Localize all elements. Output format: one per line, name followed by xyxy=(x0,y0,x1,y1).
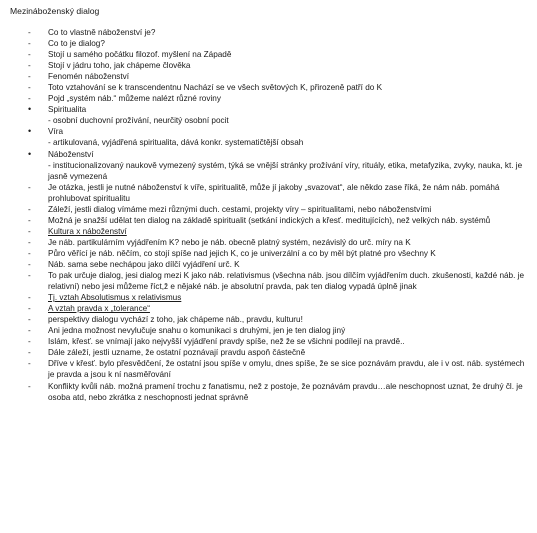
dash-marker: - xyxy=(28,72,31,82)
item-text: Toto vztahování se k transcendentnu Nachází se ve všech světových K, přirozeně patří do K xyxy=(48,83,383,93)
list-item xyxy=(0,303,537,314)
dash-marker: - xyxy=(28,83,31,93)
bullet-heading xyxy=(0,149,537,160)
item-text: Víra xyxy=(48,127,64,137)
item-text: - osobní duchovní prožívání, neurčitý osobní pocit xyxy=(48,116,229,126)
list-item xyxy=(0,381,537,403)
list-item xyxy=(0,182,537,204)
dash-marker: - xyxy=(28,293,31,303)
dash-marker: - xyxy=(28,315,31,325)
dash-marker: - xyxy=(28,337,31,347)
dash-marker: - xyxy=(28,259,31,269)
dash-marker: - xyxy=(28,381,31,391)
item-text: Stojí u samého počátku filozof. myšlení na Západě xyxy=(48,50,232,60)
list-item xyxy=(0,49,537,60)
dash-marker: - xyxy=(28,28,31,37)
item-text: Náboženství xyxy=(48,149,94,159)
item-text: Záleží, jestli dialog vímáme mezi různými duch. cestami, projekty víry – spiritualitami, nebo náboženstvími xyxy=(48,204,432,214)
item-text: Dále záleží, jestli uzname, že ostatní poznávají pravdu aspoň částečně xyxy=(48,348,306,358)
bullet-marker: • xyxy=(28,148,32,159)
item-text: Možná je snažší udělat ten dialog na základě spiritualit (setkání indických a křesť. meditujících), než velkých náb. systémů xyxy=(48,215,491,225)
dash-marker: - xyxy=(28,215,31,225)
item-text: - artikulovaná, vyjádřená spiritualita, dává konkr. systematičtější obsah xyxy=(48,138,304,148)
list-item xyxy=(0,93,537,104)
dash-marker: - xyxy=(28,39,31,49)
list-item xyxy=(0,226,537,237)
list-item xyxy=(0,27,537,38)
dash-marker: - xyxy=(28,94,31,104)
sub-description xyxy=(0,160,537,182)
list-item xyxy=(0,204,537,215)
list-item xyxy=(0,248,537,259)
dash-marker: - xyxy=(28,248,31,258)
dash-marker: - xyxy=(28,348,31,358)
dash-marker: - xyxy=(28,182,31,192)
list-item xyxy=(0,270,537,292)
item-text: Je náb. partikulárním vyjádřením K? nebo je náb. obecně platný systém, nezávislý do urč. míry na K xyxy=(48,237,411,247)
sub-description xyxy=(0,115,537,126)
dash-marker: - xyxy=(28,237,31,247)
bullet-heading xyxy=(0,126,537,137)
list-item xyxy=(0,237,537,248)
list-item xyxy=(0,325,537,336)
notes-list xyxy=(0,27,537,403)
bullet-marker: • xyxy=(28,104,32,115)
item-text: Tj. vztah Absolutismus x relativismus xyxy=(48,293,182,303)
dash-marker: - xyxy=(28,271,31,281)
dash-marker: - xyxy=(28,359,31,369)
list-item xyxy=(0,358,537,380)
list-item xyxy=(0,82,537,93)
bullet-marker: • xyxy=(28,126,32,137)
item-text: Je otázka, jestli je nutné náboženství k víře, spiritualitě, může jí jakoby „svazovat“, ale někdo zase říká, že nám náb. pomáhá prohlubovat spiritualitu xyxy=(48,182,500,203)
dash-marker: - xyxy=(28,326,31,336)
item-text: A vztah pravda x „tolerance“ xyxy=(48,304,150,314)
item-text: Fenomén náboženství xyxy=(48,72,130,82)
item-text: - institucionalizovaný naukově vymezený systém, týká se vnější stránky prožívání víry, rituály, etika, metafyzika, zvyky, nauka, kt. je jasně vymezená xyxy=(48,160,523,181)
item-text: Půro věřící je náb. něčím, co stojí spíše nad jejich K, co je univerzální a co by měl být platné pro všechny K xyxy=(48,248,436,258)
item-text: perspektivy dialogu vychází z toho, jak chápeme náb., pravdu, kulturu! xyxy=(48,315,303,325)
item-text: Konflikty kvůli náb. možná pramení trochu z fanatismu, než z postoje, že poznávám pravdu…ale neschopnost uznat, že druhý čl. je osoba atd, nebo zkrátka z neschopnosti jednat správně xyxy=(48,381,523,402)
list-item xyxy=(0,259,537,270)
list-item xyxy=(0,336,537,347)
list-item xyxy=(0,347,537,358)
item-text: Co to vlastně náboženství je? xyxy=(48,28,156,37)
dash-marker: - xyxy=(28,50,31,60)
dash-marker: - xyxy=(28,304,31,314)
sub-description xyxy=(0,137,537,148)
item-text: Islám, křesť. se vnímají jako nejvyšší vyjádření pravdy spíše, než že se všichni podílejí na pravdě.. xyxy=(48,337,405,347)
list-item xyxy=(0,71,537,82)
item-text: Náb. sama sebe nechápou jako dílčí vyjádření urč. K xyxy=(48,259,240,269)
list-item xyxy=(0,314,537,325)
document-title: Mezináboženský dialog xyxy=(10,6,100,16)
bullet-heading xyxy=(0,104,537,115)
item-text: Dříve v křesť. bylo přesvědčení, že ostatní jsou spíše v omylu, dnes spíše, že se sice poznávám pravdu, ale i v ost. náb. systémech je pravda a jsou k ní nasměřování xyxy=(48,359,525,380)
list-item xyxy=(0,38,537,49)
dash-marker: - xyxy=(28,226,31,236)
list-item xyxy=(0,215,537,226)
item-text: Co to je dialog? xyxy=(48,39,105,49)
dash-marker: - xyxy=(28,61,31,71)
item-text: Pojd „systém náb.“ můžeme nalézt různé roviny xyxy=(48,94,221,104)
list-item xyxy=(0,60,537,71)
dash-marker: - xyxy=(28,204,31,214)
item-text: To pak určuje dialog, jesi dialog mezi K jako náb. relativismus (všechna náb. jsou dílčím vyjádřením duch. zkušenosti, každé náb. je relativní) nebo jesi můžeme říct,ž e nějaké náb. je absolutní pravda, pak ten dialog vypadá úplně jinak xyxy=(48,271,525,292)
item-text: Spiritualita xyxy=(48,105,87,115)
item-text: Kultura x náboženství xyxy=(48,226,127,236)
item-text: Ani jedna možnost nevylučuje snahu o komunikaci s druhými, jen je ten dialog jiný xyxy=(48,326,346,336)
list-item xyxy=(0,292,537,303)
item-text: Stojí v jádru toho, jak chápeme člověka xyxy=(48,61,191,71)
